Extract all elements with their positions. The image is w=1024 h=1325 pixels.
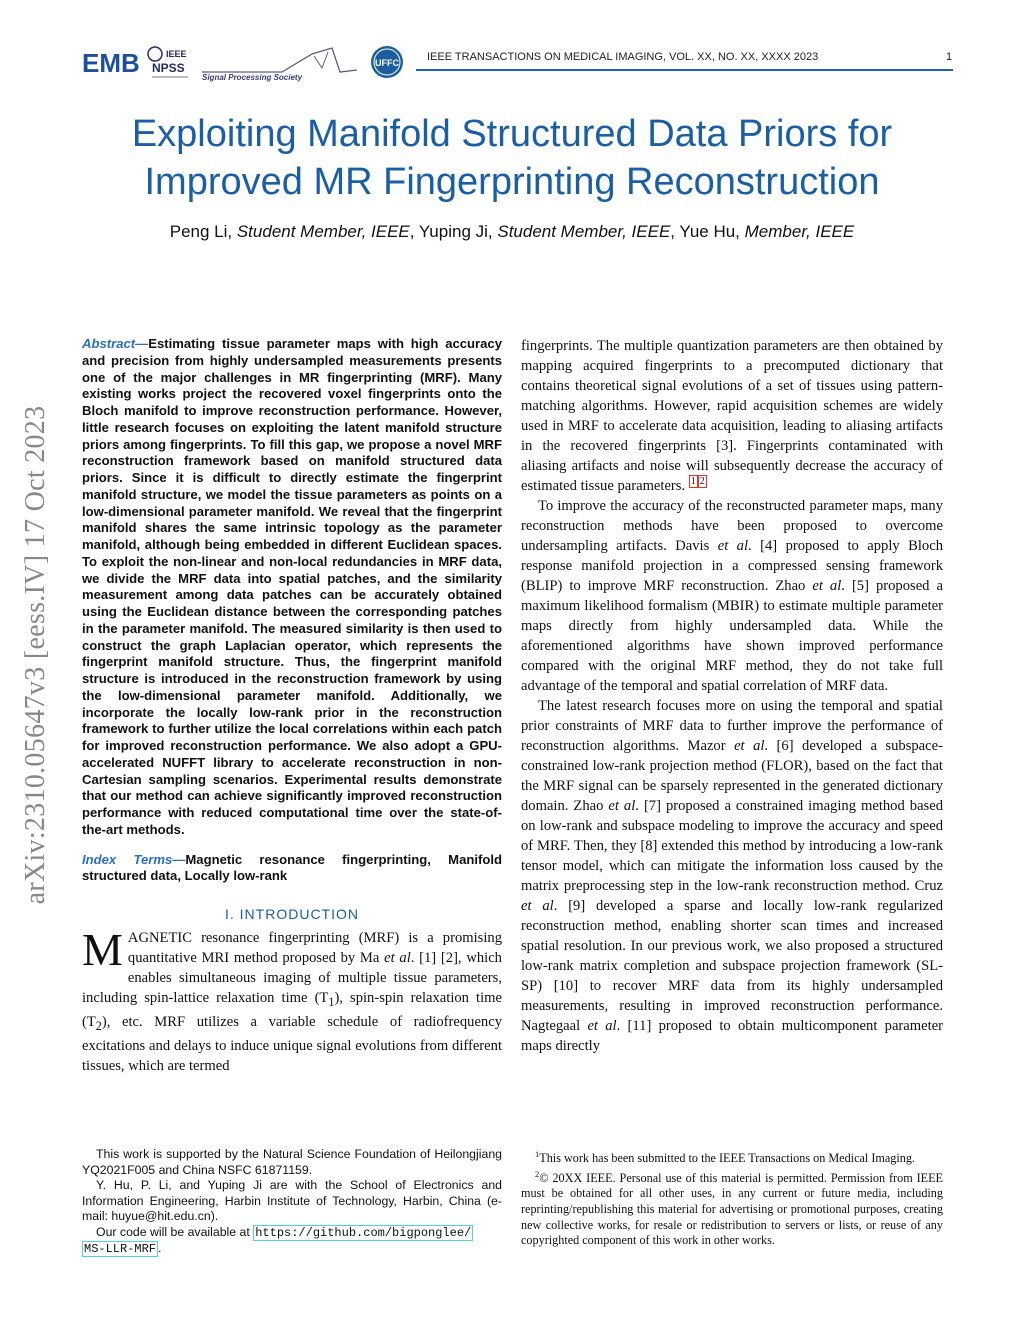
index-terms-label: Index Terms—: [82, 851, 186, 867]
right-p3-etal-4: et al: [587, 1018, 617, 1034]
footnote-ref-1[interactable]: 1: [690, 476, 696, 488]
author-3: , Yue Hu,: [670, 222, 745, 241]
journal-header: IEEE TRANSACTIONS ON MEDICAL IMAGING, VOL. XX, NO. XX, XXXX 2023: [427, 51, 819, 63]
right-p3-text-3: . [7] proposed a constrained imaging method based on low-rank and subspace modeling to improve the accuracy and speed of MRF. Then, they [8] extended this method by introducing a low-rank tensor model, which can mitigate the information loss caused by the matrix preprocessing step in the low-rank reconstruction method. Cruz: [521, 798, 943, 894]
right-p3-text-2: . [6] developed a subspace-constrained low-rank projection method (FLOR), based on the fact that the MRF signal can be sparsely represented in the generated dictionary domain. Zhao: [521, 738, 943, 814]
header-rule: [416, 69, 953, 71]
right-p2-etal-2: et al: [812, 578, 842, 594]
right-p2-text-3: . [5] proposed a maximum likelihood formalism (MBIR) to estimate multiple parameter maps directly from highly undersampled data. While the aforementioned algorithms have shown improved performance compared with the original MRF method, they do not take full advantage of the temporal and spatial correlation of MRF data.: [521, 578, 943, 694]
submission-footnote-text: This work has been submitted to the IEEE Transactions on Medical Imaging.: [539, 1151, 915, 1166]
emb-logo: [82, 48, 140, 78]
right-p3-etal-2: et al: [608, 798, 636, 814]
copyright-footnote: [521, 1167, 943, 1249]
index-terms: [82, 852, 502, 886]
footnote-mark-2: 2: [535, 1168, 540, 1179]
npss-logo: [148, 47, 188, 77]
right-p2-text-2: . [4] proposed to apply Bloch response manifold projection in a compressed sensing framework (BLIP) to improve MRF reconstruction. Zhao: [521, 538, 943, 594]
right-paragraph-3: [521, 696, 943, 1056]
uffc-logo: [371, 46, 403, 78]
drop-cap: M: [82, 924, 123, 975]
left-column: [82, 336, 502, 1076]
submission-footnote: [521, 1147, 943, 1167]
abstract-label: Abstract—: [82, 336, 149, 351]
intro-text-4: ), etc. MRF utilizes a variable schedule of radiofrequency excitations and delays to induce unique signal evolutions from different tissues, which are termed: [82, 1013, 502, 1074]
abstract-text: Estimating tissue parameter maps with high accuracy and precision from highly undersampled measurements presents one of the major challenges in MR fingerprinting (MRF). Many existing works project the recovered voxel fingerprints onto the Bloch manifold to improve reconstruction performance. However, little research focuses on exploiting the latent manifold structure priors among fingerprints. To fill this gap, we propose a novel MRF reconstruction framework based on manifold structured data priors. Since it is difficult to directly estimate the fingerprint manifold structure, we model the tissue parameters as points on a low-dimensional parameter manifold. We reveal that the fingerprint manifold shares the same intrinsic topology as the parameter manifold, although being embedded in different Euclidean spaces. To exploit the non-linear and non-local redundancies in MRF data, we divide the MRF data into spatial patches, and the similarity measurement among data patches can be accurately obtained using the Euclidean distance between the corresponding patches in the parameter manifold. The measured similarity is then used to construct the graph Laplacian operator, which represents the fingerprint manifold structure. Thus, the fingerprint manifold structure is introduced in the reconstruction framework by using the low-dimensional parameter manifold. Additionally, we incorporate the locally low-rank prior in the reconstruction framework to further utilize the local correlations within each patch for improved reconstruction performance. We also adopt a GPU-accelerated NUFFT library to accelerate reconstruction in non-Cartesian sampling scenarios. Experimental results demonstrate that our method can achieve significantly improved reconstruction performance with reduced computational time over the state-of-the-art methods.: [82, 336, 502, 837]
right-p3-text-5: . [11] proposed to obtain multicomponent parameter maps directly: [521, 1018, 943, 1054]
code-link[interactable]: https://github.com/bigponglee/: [255, 1225, 472, 1240]
right-p1-text: fingerprints. The multiple quantization parameters are then obtained by mapping acquired fingerprints to a precomputed dictionary that contains theoretical signal evolutions of a set of tissues using pattern-matching algorithms. However, rapid acquisition schemes are widely used in MRF to accelerate data acquisition, leading to aliasing artifacts in the recovered fingerprints [3]. Fingerprints contaminated with aliasing artifacts and noise will subsequently decrease the accuracy of estimated tissue parameters.: [521, 338, 943, 494]
arxiv-stamp: [14, 355, 58, 955]
right-p2-etal-1: et al: [717, 538, 749, 554]
author-3-role: Member, IEEE: [744, 222, 855, 241]
section-heading-introduction: I. INTRODUCTION: [225, 906, 359, 922]
arxiv-identifier: arXiv:2310.05647v3 [eess.IV] 17 Oct 2023: [20, 405, 51, 905]
code-footnote-end: .: [158, 1241, 162, 1255]
left-footnotes: [82, 1147, 502, 1258]
intro-etal: et al: [384, 950, 411, 966]
right-p3-text-1: The latest research focuses more on using the temporal and spatial prior constraints of MRF data to further improve the performance of reconstruction algorithms. Mazor: [521, 698, 943, 754]
author-2-role: Student Member, IEEE: [497, 222, 671, 241]
affiliation-footnote: Y. Hu, P. Li, and Yuping Ji are with the School of Electronics and Information Engineering, Harbin Institute of Technology, Harbin, China (e-mail: huyue@hit.edu.cn).: [82, 1178, 502, 1223]
footnote-mark-1: 1: [535, 1149, 540, 1159]
page-number: 1: [946, 51, 953, 63]
index-terms-text: Magnetic resonance fingerprinting, Manifold structured data, Locally low-rank: [82, 851, 503, 884]
title-line-2: Improved MR Fingerprinting Reconstruction: [144, 161, 880, 203]
right-column: [521, 336, 943, 1056]
svg-text:NPSS: NPSS: [152, 61, 185, 75]
code-link-continued[interactable]: MS-LLR-MRF: [84, 1242, 157, 1256]
title-line-1: Exploiting Manifold Structured Data Priors for: [131, 113, 893, 155]
right-paragraph-2: [521, 496, 943, 696]
paper-title: [70, 110, 954, 206]
intro-paragraph: [82, 924, 502, 1076]
t2-subscript: 2: [95, 1018, 102, 1033]
svg-text:IEEE: IEEE: [166, 49, 187, 59]
footnote-ref-2[interactable]: 2: [699, 476, 705, 488]
intro-text-1: AGNETIC resonance fingerprinting (MRF) is a promising quantitative MRI method proposed by Ma: [127, 930, 502, 966]
author-2: , Yuping Ji,: [409, 222, 498, 241]
right-p3-text-4: . [9] developed a sparse and locally low-rank regularized reconstruction method, enabling shorter scan times and increased spatial resolution. In our previous work, we also proposed a structured low-rank matrix completion and subspace projection framework (SL-SP) [10] to recover MRF data from its highly undersampled measurements, resulting in improved reconstruction performance. Nagtegaal: [521, 898, 943, 1034]
abstract: [82, 336, 502, 839]
signal-processing-society-logo: [202, 48, 357, 82]
right-footnotes: [521, 1147, 943, 1249]
intro-text-3: ), spin-spin relaxation time (T: [82, 990, 502, 1030]
right-p2-text-1: To improve the accuracy of the reconstructed parameter maps, many reconstruction methods have been proposed to overcome undersampling artifacts. Davis: [521, 498, 943, 554]
author-list: [70, 222, 954, 242]
code-footnote: [82, 1225, 502, 1258]
author-1: Peng Li,: [169, 222, 237, 241]
funding-footnote: This work is supported by the Natural Science Foundation of Heilongjiang YQ2021F005 and China NSFC 61871159.: [82, 1147, 502, 1177]
right-p3-etal-3: et al: [521, 898, 554, 914]
svg-text:UFFC: UFFC: [375, 58, 399, 68]
t1-subscript: 1: [328, 994, 335, 1009]
svg-text:EMB: EMB: [82, 48, 140, 78]
right-p3-etal-1: et al: [734, 738, 765, 754]
intro-text-2: . [1] [2], which enables simultaneous imaging of multiple tissue parameters, including spin-lattice relaxation time (T: [82, 950, 502, 1006]
right-paragraph-1: [521, 336, 943, 496]
svg-text:Signal Processing Society: Signal Processing Society: [202, 73, 303, 82]
code-footnote-text: Our code will be available at: [96, 1224, 254, 1239]
author-1-role: Student Member, IEEE: [236, 222, 410, 241]
society-logos: [82, 42, 412, 84]
copyright-footnote-text: © 20XX IEEE. Personal use of this material is permitted. Permission from IEEE must be obtained for all other uses, in any current or future media, including reprinting/republishing this material for advertising or promotional purposes, creating new collective works, for resale or redistribution to servers or lists, or reuse of any copyrighted component of this work in other works.: [521, 1170, 943, 1248]
